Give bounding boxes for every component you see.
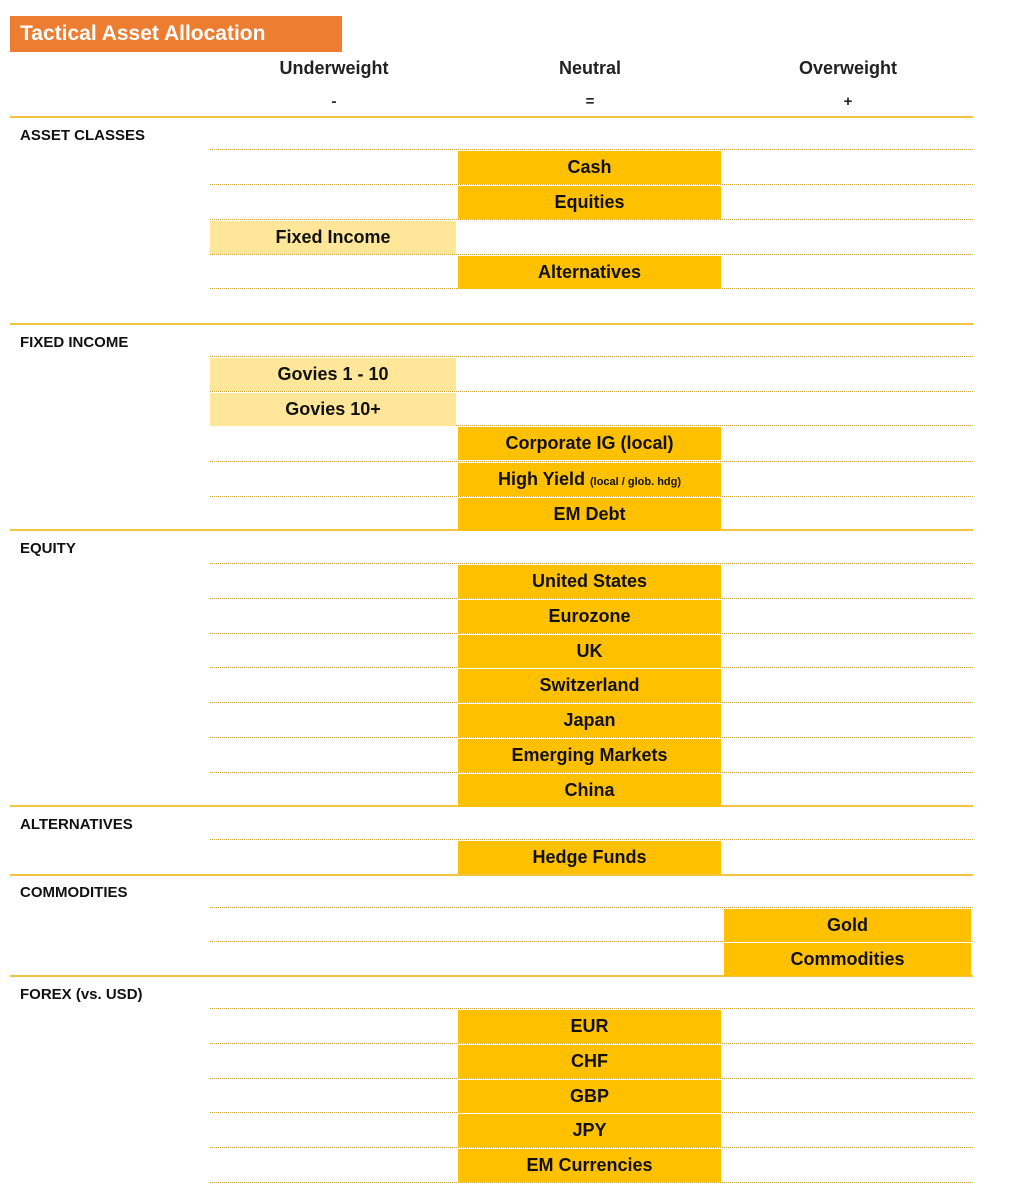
section-label-forex: FOREX (vs. USD) [20,986,143,1003]
section-label-asset-classes: ASSET CLASSES [20,127,146,144]
high-yield-label: High Yield [497,469,585,489]
allocation-cell-emerging-markets: Emerging Markets [458,739,721,772]
allocation-cell-switzerland: Switzerland [458,669,721,702]
allocation-cell-high-yield [458,463,721,496]
row-rule [210,219,973,220]
allocation-cell-united-states: United States [458,565,721,598]
column-symbol-overweight: + [843,93,853,110]
row-rule [210,1043,973,1044]
allocation-cell-uk: UK [458,635,721,668]
allocation-cell-corporate-ig: Corporate IG (local) [458,427,721,460]
section-label-commodities: COMMODITIES [20,884,128,901]
column-symbol-underweight: - [331,93,337,110]
row-rule [210,1182,973,1183]
row-rule [210,1147,973,1148]
row-rule [210,1078,973,1079]
allocation-cell-alternatives: Alternatives [458,256,721,289]
allocation-cell-hedge-funds: Hedge Funds [458,841,721,874]
page-title: Tactical Asset Allocation [10,16,342,52]
allocation-cell-em-currencies: EM Currencies [458,1149,721,1182]
row-rule [210,461,973,462]
row-rule [210,563,973,564]
allocation-cell-govies-10plus: Govies 10+ [210,393,456,426]
column-header-overweight: Overweight [798,58,898,78]
section-rule [10,323,973,325]
high-yield-note: (local / glob. hdg) [589,476,682,488]
row-rule [210,184,973,185]
section-label-alternatives: ALTERNATIVES [20,816,133,833]
row-rule [210,356,973,357]
allocation-cell-jpy: JPY [458,1114,721,1147]
allocation-cell-eur: EUR [458,1010,721,1043]
allocation-cell-chf: CHF [458,1045,721,1078]
allocation-cell-gold: Gold [724,909,971,942]
header-rule [10,116,973,118]
section-label-fixed-income: FIXED INCOME [20,334,129,351]
section-rule [10,874,973,876]
section-label-equity: EQUITY [20,540,76,557]
allocation-cell-japan: Japan [458,704,721,737]
column-header-underweight: Underweight [279,58,389,78]
row-rule [210,391,973,392]
row-rule [210,496,973,497]
row-rule [210,839,973,840]
row-rule [210,149,973,150]
row-rule [210,772,973,773]
row-rule [210,737,973,738]
allocation-cell-china: China [458,774,721,807]
allocation-cell-fixed-income: Fixed Income [210,221,456,254]
row-rule [210,1008,973,1009]
allocation-cell-em-debt: EM Debt [458,498,721,531]
allocation-cell-equities: Equities [458,186,721,219]
row-rule [210,633,973,634]
row-rule [210,907,973,908]
allocation-cell-commodities: Commodities [724,943,971,976]
allocation-cell-cash: Cash [458,151,721,184]
allocation-cell-eurozone: Eurozone [458,600,721,633]
allocation-cell-gbp: GBP [458,1080,721,1113]
row-rule [210,598,973,599]
allocation-cell-govies-1-10: Govies 1 - 10 [210,358,456,391]
row-rule [210,254,973,255]
column-header-neutral: Neutral [558,58,621,78]
column-symbol-neutral: = [585,93,595,110]
row-rule [210,702,973,703]
